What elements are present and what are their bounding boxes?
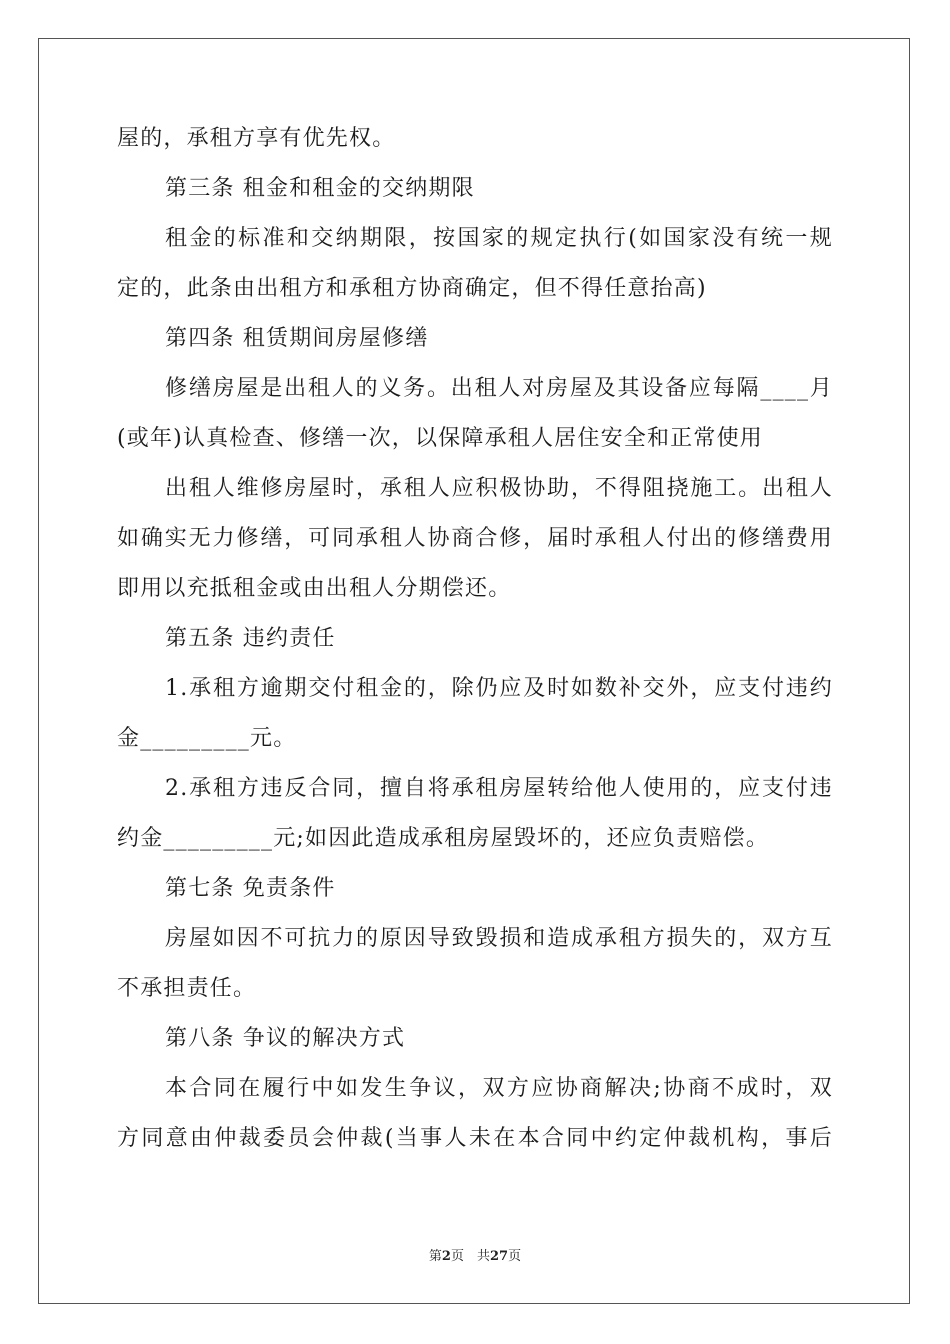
article-heading: 第七条 免责条件 [165,876,336,901]
paragraph-line: 如确实无力修缮，可同承租人协商合修，届时承租人付出的修缮费用 [117,526,833,551]
paragraph-line: 金_________元。 [117,726,297,751]
article-heading: 第五条 违约责任 [165,626,336,651]
page-mid: 页 共 [450,1249,490,1264]
paragraph-line: 租金的标准和交纳期限，按国家的规定执行(如国家没有统一规 [165,226,833,251]
current-page-number: 2 [441,1249,451,1264]
paragraph-line: 出租人维修房屋时，承租人应积极协助，不得阻挠施工。出租人 [165,476,833,501]
article-heading: 第八条 争议的解决方式 [165,1026,406,1051]
paragraph-line: 约金_________元;如因此造成承租房屋毁坏的，还应负责赔偿。 [117,826,770,851]
page-suffix: 页 [508,1249,522,1264]
total-page-count: 27 [489,1249,509,1264]
paragraph-line: 本合同在履行中如发生争议，双方应协商解决;协商不成时，双 [165,1076,833,1101]
paragraph-line: 1.承租方逾期交付租金的，除仍应及时如数补交外，应支付违约 [165,676,833,701]
paragraph-line: 定的，此条由出租方和承租方协商确定，但不得任意抬高) [117,276,707,301]
article-heading: 第三条 租金和租金的交纳期限 [165,176,475,201]
paragraph-line: 即用以充抵租金或由出租人分期偿还。 [117,576,512,601]
paragraph-line: (或年)认真检查、修缮一次，以保障承租人居住安全和正常使用 [117,426,763,451]
paragraph-line: 不承担责任。 [117,976,257,1001]
paragraph-line: 修缮房屋是出租人的义务。出租人对房屋及其设备应每隔____月 [165,376,833,401]
page-number-footer [0,1248,950,1266]
paragraph-line: 2.承租方违反合同，擅自将承租房屋转给他人使用的，应支付违 [165,776,833,801]
page-prefix: 第 [428,1249,442,1264]
paragraph-line: 屋的，承租方享有优先权。 [117,126,396,151]
paragraph-line: 房屋如因不可抗力的原因导致毁损和造成承租方损失的，双方互 [165,926,833,951]
paragraph-line: 方同意由仲裁委员会仲裁(当事人未在本合同中约定仲裁机构，事后 [117,1126,833,1151]
article-heading: 第四条 租赁期间房屋修缮 [165,326,429,351]
